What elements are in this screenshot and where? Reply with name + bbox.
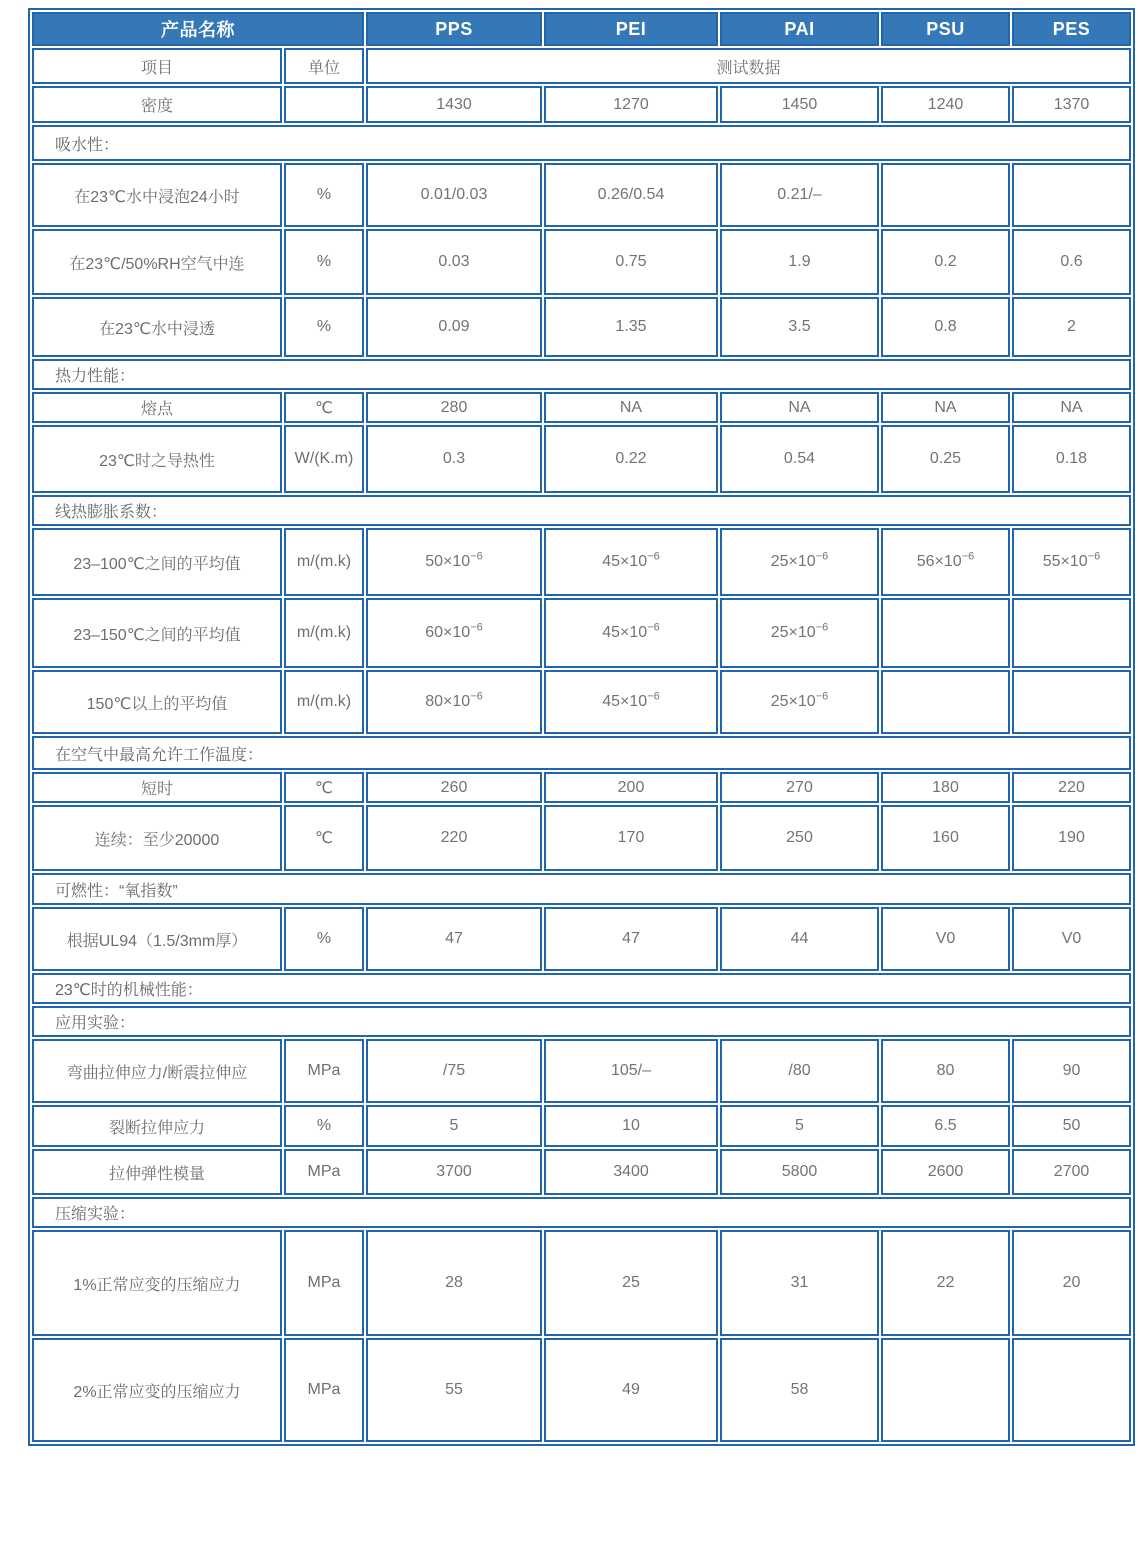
unit-cell: W/(K.m) xyxy=(284,425,364,493)
value-cell: 220 xyxy=(366,805,542,871)
unit-cell: m/(m.k) xyxy=(284,598,364,668)
row-label: 23–100℃之间的平均值 xyxy=(32,528,282,596)
value-cell xyxy=(881,163,1010,227)
section-row xyxy=(32,873,1131,905)
value-cell: 1370 xyxy=(1012,86,1131,123)
value-cell: 3400 xyxy=(544,1149,718,1195)
value-cell: NA xyxy=(720,392,879,423)
value-cell: 1450 xyxy=(720,86,879,123)
table-row xyxy=(32,772,1131,803)
table-row xyxy=(32,805,1131,871)
table-row xyxy=(32,1105,1131,1147)
value-cell: 80 xyxy=(881,1039,1010,1103)
value-cell: 1430 xyxy=(366,86,542,123)
unit-cell: MPa xyxy=(284,1039,364,1103)
table-row xyxy=(32,297,1131,357)
row-label: 裂断拉伸应力 xyxy=(32,1105,282,1147)
value-cell xyxy=(1012,163,1131,227)
value-cell: $45\times 10^{-6}$ xyxy=(544,598,718,668)
table-row xyxy=(32,229,1131,295)
value-cell: 58 xyxy=(720,1338,879,1442)
row-label: 弯曲拉伸应力/断震拉伸应 xyxy=(32,1039,282,1103)
value-cell: $45\times 10^{-6}$ xyxy=(544,528,718,596)
value-cell: 28 xyxy=(366,1230,542,1336)
row-label: 密度 xyxy=(32,86,282,123)
value-cell: $25\times 10^{-6}$ xyxy=(720,670,879,734)
value-cell: NA xyxy=(881,392,1010,423)
row-label: 拉伸弹性模量 xyxy=(32,1149,282,1195)
table-row xyxy=(32,528,1131,596)
unit-cell: % xyxy=(284,229,364,295)
value-cell xyxy=(881,1338,1010,1442)
value-cell: $25\times 10^{-6}$ xyxy=(720,598,879,668)
value-cell: 0.09 xyxy=(366,297,542,357)
value-cell: 5 xyxy=(720,1105,879,1147)
value-cell: NA xyxy=(544,392,718,423)
value-cell: /75 xyxy=(366,1039,542,1103)
section-label: 吸水性： xyxy=(32,125,1131,161)
row-label: 在23℃水中浸透 xyxy=(32,297,282,357)
unit-cell: MPa xyxy=(284,1338,364,1442)
section-label: 在空气中最高允许工作温度： xyxy=(32,736,1131,770)
row-label: 23℃时之导热性 xyxy=(32,425,282,493)
value-cell: 47 xyxy=(544,907,718,971)
table-row xyxy=(32,1338,1131,1442)
value-cell: 1.9 xyxy=(720,229,879,295)
item-header-cell: 项目 xyxy=(32,48,282,84)
value-cell: 200 xyxy=(544,772,718,803)
material-column-header: PPS xyxy=(366,12,542,46)
value-cell xyxy=(1012,1338,1131,1442)
value-cell: $60\times 10^{-6}$ xyxy=(366,598,542,668)
value-cell: V0 xyxy=(881,907,1010,971)
value-cell: 90 xyxy=(1012,1039,1131,1103)
value-cell: $80\times 10^{-6}$ xyxy=(366,670,542,734)
row-label: 根据UL94（1.5/3mm厚） xyxy=(32,907,282,971)
unit-cell: % xyxy=(284,297,364,357)
value-cell: 0.26/0.54 xyxy=(544,163,718,227)
value-cell: 0.22 xyxy=(544,425,718,493)
unit-cell: ℃ xyxy=(284,772,364,803)
value-cell: 0.8 xyxy=(881,297,1010,357)
value-cell: 160 xyxy=(881,805,1010,871)
row-label: 熔点 xyxy=(32,392,282,423)
value-cell: 22 xyxy=(881,1230,1010,1336)
section-label: 应用实验： xyxy=(32,1006,1131,1037)
value-cell: 0.18 xyxy=(1012,425,1131,493)
section-label: 热力性能： xyxy=(32,359,1131,390)
value-cell: 2 xyxy=(1012,297,1131,357)
value-cell xyxy=(881,670,1010,734)
value-cell: 250 xyxy=(720,805,879,871)
value-cell xyxy=(1012,598,1131,668)
value-cell: 25 xyxy=(544,1230,718,1336)
value-cell: 6.5 xyxy=(881,1105,1010,1147)
value-cell: /80 xyxy=(720,1039,879,1103)
material-column-header: PEI xyxy=(544,12,718,46)
section-row xyxy=(32,359,1131,390)
header-row xyxy=(32,12,1131,46)
section-row xyxy=(32,495,1131,526)
table-row xyxy=(32,907,1131,971)
table-row xyxy=(32,598,1131,668)
value-cell: NA xyxy=(1012,392,1131,423)
row-label: 在23℃水中浸泡24小时 xyxy=(32,163,282,227)
value-cell: 1240 xyxy=(881,86,1010,123)
value-cell: 5 xyxy=(366,1105,542,1147)
value-cell: 1270 xyxy=(544,86,718,123)
value-cell: 1.35 xyxy=(544,297,718,357)
value-cell: 49 xyxy=(544,1338,718,1442)
section-row xyxy=(32,1197,1131,1228)
value-cell: 270 xyxy=(720,772,879,803)
value-cell: 2700 xyxy=(1012,1149,1131,1195)
section-label: 可燃性：“氧指数” xyxy=(32,873,1131,905)
material-column-header: PSU xyxy=(881,12,1010,46)
table-row xyxy=(32,425,1131,493)
unit-cell: MPa xyxy=(284,1149,364,1195)
value-cell: 0.01/0.03 xyxy=(366,163,542,227)
value-cell: $50\times 10^{-6}$ xyxy=(366,528,542,596)
unit-cell: MPa xyxy=(284,1230,364,1336)
value-cell: 0.25 xyxy=(881,425,1010,493)
value-cell: 3700 xyxy=(366,1149,542,1195)
value-cell: 3.5 xyxy=(720,297,879,357)
row-label: 连续：至少20000 xyxy=(32,805,282,871)
row-label: 2%正常应变的压缩应力 xyxy=(32,1338,282,1442)
table-row xyxy=(32,163,1131,227)
value-cell: $25\times 10^{-6}$ xyxy=(720,528,879,596)
section-row xyxy=(32,736,1131,770)
value-cell: 0.75 xyxy=(544,229,718,295)
value-cell xyxy=(881,598,1010,668)
unit-cell: ℃ xyxy=(284,805,364,871)
value-cell: 55 xyxy=(366,1338,542,1442)
section-row xyxy=(32,973,1131,1004)
value-cell: 2600 xyxy=(881,1149,1010,1195)
unit-cell: m/(m.k) xyxy=(284,528,364,596)
table-row xyxy=(32,86,1131,123)
value-cell: 170 xyxy=(544,805,718,871)
value-cell: 0.3 xyxy=(366,425,542,493)
unit-cell: % xyxy=(284,907,364,971)
value-cell: 105/– xyxy=(544,1039,718,1103)
value-cell: $56\times 10^{-6}$ xyxy=(881,528,1010,596)
value-cell: V0 xyxy=(1012,907,1131,971)
row-label: 150℃以上的平均值 xyxy=(32,670,282,734)
value-cell: 10 xyxy=(544,1105,718,1147)
unit-cell xyxy=(284,86,364,123)
unit-header-cell: 单位 xyxy=(284,48,364,84)
material-properties-table xyxy=(28,8,1135,1446)
section-label: 23℃时的机械性能： xyxy=(32,973,1131,1004)
unit-cell: % xyxy=(284,163,364,227)
table-body xyxy=(32,12,1131,1442)
value-cell: $55\times 10^{-6}$ xyxy=(1012,528,1131,596)
table-row xyxy=(32,1149,1131,1195)
value-cell: 0.03 xyxy=(366,229,542,295)
table-row xyxy=(32,1230,1131,1336)
row-label: 短时 xyxy=(32,772,282,803)
value-cell: 180 xyxy=(881,772,1010,803)
value-cell: 44 xyxy=(720,907,879,971)
value-cell: 190 xyxy=(1012,805,1131,871)
section-row xyxy=(32,125,1131,161)
value-cell xyxy=(1012,670,1131,734)
value-cell: 220 xyxy=(1012,772,1131,803)
table-row xyxy=(32,670,1131,734)
value-cell: 50 xyxy=(1012,1105,1131,1147)
table-row xyxy=(32,1039,1131,1103)
product-name-header: 产品名称 xyxy=(32,12,364,46)
value-cell: 47 xyxy=(366,907,542,971)
unit-cell: ℃ xyxy=(284,392,364,423)
section-label: 压缩实验： xyxy=(32,1197,1131,1228)
row-label: 在23℃/50%RH空气中连 xyxy=(32,229,282,295)
row-label: 1%正常应变的压缩应力 xyxy=(32,1230,282,1336)
value-cell: $45\times 10^{-6}$ xyxy=(544,670,718,734)
value-cell: 260 xyxy=(366,772,542,803)
value-cell: 5800 xyxy=(720,1149,879,1195)
value-cell: 0.2 xyxy=(881,229,1010,295)
table-row xyxy=(32,392,1131,423)
value-cell: 31 xyxy=(720,1230,879,1336)
unit-cell: m/(m.k) xyxy=(284,670,364,734)
subheader-row xyxy=(32,48,1131,84)
value-cell: 0.6 xyxy=(1012,229,1131,295)
value-cell: 0.21/– xyxy=(720,163,879,227)
test-data-header-cell: 测试数据 xyxy=(366,48,1131,84)
material-column-header: PES xyxy=(1012,12,1131,46)
value-cell: 20 xyxy=(1012,1230,1131,1336)
material-column-header: PAI xyxy=(720,12,879,46)
row-label: 23–150℃之间的平均值 xyxy=(32,598,282,668)
value-cell: 280 xyxy=(366,392,542,423)
section-label: 线热膨胀系数： xyxy=(32,495,1131,526)
value-cell: 0.54 xyxy=(720,425,879,493)
section-row xyxy=(32,1006,1131,1037)
unit-cell: % xyxy=(284,1105,364,1147)
